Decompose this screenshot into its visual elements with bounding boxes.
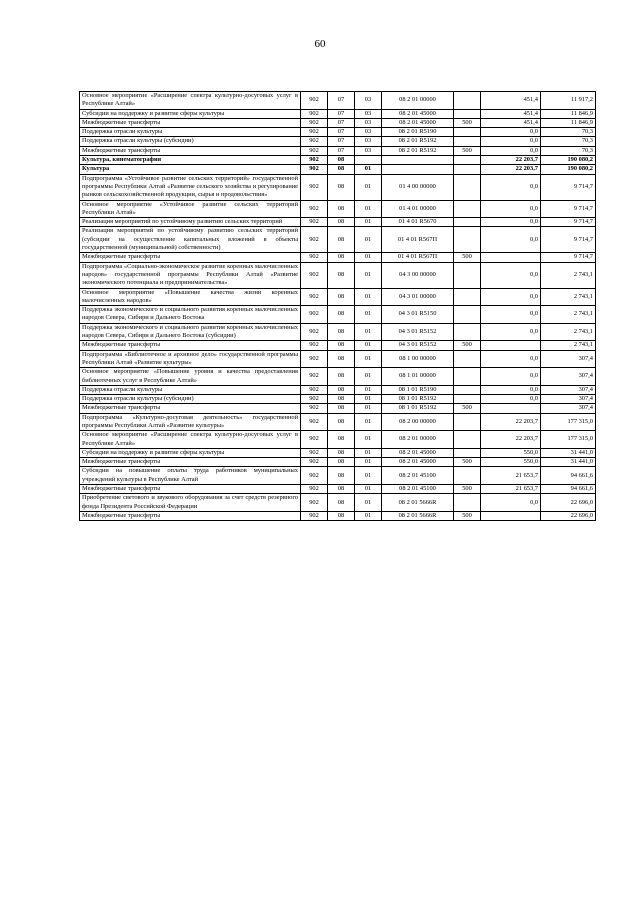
table-row [80, 385, 596, 394]
subsection-code-cell: 01 [355, 395, 382, 404]
subsection-code-cell: 01 [355, 494, 382, 512]
target-article-cell: 08 2 01 R5192 [382, 146, 454, 155]
amount-total-cell: 9 714,7 [541, 200, 596, 218]
amount-total-cell: 2 743,1 [541, 288, 596, 306]
ministry-code-cell: 902 [301, 341, 328, 350]
amount-total-cell: 11 917,2 [541, 92, 596, 110]
table-row [80, 511, 596, 520]
row-name-cell: Межбюджетные трансферты [80, 485, 301, 494]
row-name-cell: Подпрограмма «Устойчивое развитие сельских территорий» государственной программы Республики Алтай «Развитие сельского хозяйства и регулирование рынков сельскохозяйственной продукции, сырья и продовольствия» [80, 174, 301, 200]
row-name-cell: Поддержка экономического и социального развития коренных малочисленных народов Севера, Сибири и Дальнего Востока [80, 306, 301, 324]
target-article-cell: 04 3 01 00000 [382, 288, 454, 306]
section-code-cell: 08 [328, 511, 355, 520]
row-name-cell: Поддержка отрасли культуры (субсидии) [80, 395, 301, 404]
ministry-code-cell: 902 [301, 458, 328, 467]
target-article-cell: 01 4 01 R567П [382, 227, 454, 253]
expense-type-cell [454, 395, 481, 404]
target-article-cell: 04 3 01 R5150 [382, 306, 454, 324]
subsection-code-cell: 03 [355, 137, 382, 146]
table-row [80, 288, 596, 306]
target-article-cell: 08 2 01 00000 [382, 92, 454, 110]
row-name-cell: Подпрограмма «Библиотечное и архивное дело» государственной программы Республики Алтай «Развитие культуры» [80, 350, 301, 368]
amount-change-cell: 21 653,7 [481, 467, 541, 485]
section-code-cell: 07 [328, 118, 355, 127]
expense-type-cell: 500 [454, 253, 481, 262]
section-code-cell: 08 [328, 485, 355, 494]
ministry-code-cell: 902 [301, 109, 328, 118]
row-name-cell: Межбюджетные трансферты [80, 118, 301, 127]
amount-total-cell: 190 080,2 [541, 156, 596, 165]
target-article-cell: 01 4 00 00000 [382, 174, 454, 200]
expense-type-cell [454, 494, 481, 512]
row-name-cell: Межбюджетные трансферты [80, 146, 301, 155]
expense-type-cell [454, 467, 481, 485]
table-row [80, 341, 596, 350]
amount-change-cell [481, 341, 541, 350]
target-article-cell: 08 2 00 00000 [382, 413, 454, 431]
subsection-code-cell: 01 [355, 467, 382, 485]
row-name-cell: Основное мероприятие «Повышение уровня и качества предоставления библиотечных услуг в Республике Алтай» [80, 368, 301, 386]
ministry-code-cell: 902 [301, 350, 328, 368]
amount-total-cell: 307,4 [541, 385, 596, 394]
ministry-code-cell: 902 [301, 128, 328, 137]
ministry-code-cell: 902 [301, 306, 328, 324]
amount-total-cell: 9 714,7 [541, 218, 596, 227]
amount-change-cell: 0,0 [481, 227, 541, 253]
ministry-code-cell: 902 [301, 253, 328, 262]
expense-type-cell [454, 306, 481, 324]
table-row [80, 137, 596, 146]
expense-type-cell [454, 262, 481, 288]
amount-change-cell: 22 203,7 [481, 165, 541, 174]
target-article-cell [382, 165, 454, 174]
amount-change-cell: 550,0 [481, 448, 541, 457]
table-row [80, 458, 596, 467]
table-row [80, 262, 596, 288]
target-article-cell: 01 4 01 R567П [382, 253, 454, 262]
section-code-cell: 08 [328, 253, 355, 262]
row-name-cell: Межбюджетные трансферты [80, 253, 301, 262]
section-code-cell: 08 [328, 467, 355, 485]
row-name-cell: Подпрограмма «Социально-экономическое развитие коренных малочисленных народов» государственной программы Республики Алтай «Развитие экономического потенциала и предпринимательства» [80, 262, 301, 288]
section-code-cell: 08 [328, 323, 355, 341]
table-body [80, 92, 596, 521]
amount-change-cell [481, 404, 541, 413]
table-row [80, 431, 596, 449]
subsection-code-cell: 01 [355, 262, 382, 288]
expense-type-cell [454, 288, 481, 306]
page-number: 60 [314, 38, 326, 50]
expense-type-cell: 500 [454, 404, 481, 413]
target-article-cell: 08 2 01 5666R [382, 511, 454, 520]
amount-change-cell: 0,0 [481, 395, 541, 404]
section-code-cell: 08 [328, 156, 355, 165]
target-article-cell: 04 3 00 00000 [382, 262, 454, 288]
subsection-code-cell: 03 [355, 109, 382, 118]
section-code-cell: 07 [328, 146, 355, 155]
amount-change-cell: 0,0 [481, 323, 541, 341]
amount-change-cell: 0,0 [481, 385, 541, 394]
amount-total-cell: 31 441,0 [541, 458, 596, 467]
section-code-cell: 08 [328, 350, 355, 368]
ministry-code-cell: 902 [301, 413, 328, 431]
section-code-cell: 07 [328, 92, 355, 110]
row-name-cell: Субсидии на повышение оплаты труда работников муниципальных учреждений культуры в Республике Алтай [80, 467, 301, 485]
table-row [80, 413, 596, 431]
amount-total-cell: 307,4 [541, 368, 596, 386]
section-code-cell: 08 [328, 404, 355, 413]
amount-change-cell [481, 253, 541, 262]
expense-type-cell [454, 165, 481, 174]
amount-total-cell: 94 661,6 [541, 467, 596, 485]
row-name-cell: Межбюджетные трансферты [80, 458, 301, 467]
section-code-cell: 08 [328, 341, 355, 350]
table-row [80, 165, 596, 174]
subsection-code-cell: 01 [355, 431, 382, 449]
row-name-cell: Субсидии на поддержку и развитие сферы культуры [80, 448, 301, 457]
ministry-code-cell: 902 [301, 385, 328, 394]
amount-total-cell: 22 696,0 [541, 494, 596, 512]
amount-total-cell: 177 315,0 [541, 431, 596, 449]
expense-type-cell [454, 200, 481, 218]
ministry-code-cell: 902 [301, 156, 328, 165]
amount-change-cell: 451,4 [481, 118, 541, 127]
section-code-cell: 08 [328, 288, 355, 306]
amount-change-cell: 550,0 [481, 458, 541, 467]
expense-type-cell: 500 [454, 118, 481, 127]
section-code-cell: 08 [328, 413, 355, 431]
amount-total-cell: 70,3 [541, 146, 596, 155]
ministry-code-cell: 902 [301, 511, 328, 520]
section-code-cell: 08 [328, 200, 355, 218]
ministry-code-cell: 902 [301, 368, 328, 386]
amount-total-cell: 9 714,7 [541, 227, 596, 253]
subsection-code-cell: 01 [355, 350, 382, 368]
table-row [80, 227, 596, 253]
section-code-cell: 08 [328, 218, 355, 227]
expense-type-cell [454, 137, 481, 146]
table-row [80, 156, 596, 165]
amount-change-cell: 0,0 [481, 200, 541, 218]
target-article-cell: 08 1 00 00000 [382, 350, 454, 368]
target-article-cell: 08 1 01 R5190 [382, 385, 454, 394]
amount-change-cell: 0,0 [481, 146, 541, 155]
budget-table [79, 91, 596, 521]
section-code-cell: 08 [328, 368, 355, 386]
ministry-code-cell: 902 [301, 118, 328, 127]
expense-type-cell: 500 [454, 511, 481, 520]
section-code-cell: 08 [328, 262, 355, 288]
table-row [80, 253, 596, 262]
subsection-code-cell: 01 [355, 511, 382, 520]
target-article-cell: 08 1 01 00000 [382, 368, 454, 386]
row-name-cell: Культура [80, 165, 301, 174]
table-row [80, 146, 596, 155]
subsection-code-cell: 01 [355, 323, 382, 341]
ministry-code-cell: 902 [301, 485, 328, 494]
row-name-cell: Поддержка отрасли культуры [80, 385, 301, 394]
table-row [80, 109, 596, 118]
table-row [80, 448, 596, 457]
amount-total-cell: 307,4 [541, 395, 596, 404]
row-name-cell: Реализация мероприятий по устойчивому развитию сельских территорий [80, 218, 301, 227]
row-name-cell: Поддержка отрасли культуры (субсидии) [80, 137, 301, 146]
ministry-code-cell: 902 [301, 395, 328, 404]
section-code-cell: 08 [328, 165, 355, 174]
ministry-code-cell: 902 [301, 262, 328, 288]
target-article-cell: 08 2 01 R5192 [382, 137, 454, 146]
target-article-cell: 08 2 01 45100 [382, 485, 454, 494]
table-row [80, 494, 596, 512]
expense-type-cell [454, 448, 481, 457]
expense-type-cell [454, 227, 481, 253]
row-name-cell: Основное мероприятие «Устойчивое развитие сельских территорий Республики Алтай» [80, 200, 301, 218]
ministry-code-cell: 902 [301, 165, 328, 174]
target-article-cell: 08 2 01 45000 [382, 458, 454, 467]
table-row [80, 218, 596, 227]
section-code-cell: 08 [328, 395, 355, 404]
subsection-code-cell: 01 [355, 200, 382, 218]
subsection-code-cell [355, 156, 382, 165]
ministry-code-cell: 902 [301, 137, 328, 146]
amount-change-cell: 0,0 [481, 128, 541, 137]
target-article-cell: 08 2 01 5666R [382, 494, 454, 512]
ministry-code-cell: 902 [301, 227, 328, 253]
target-article-cell: 08 2 01 45100 [382, 467, 454, 485]
ministry-code-cell: 902 [301, 146, 328, 155]
table-row [80, 92, 596, 110]
target-article-cell: 01 4 01 00000 [382, 200, 454, 218]
expense-type-cell [454, 431, 481, 449]
row-name-cell: Межбюджетные трансферты [80, 341, 301, 350]
target-article-cell [382, 156, 454, 165]
amount-change-cell: 0,0 [481, 350, 541, 368]
target-article-cell: 08 1 01 R5192 [382, 395, 454, 404]
amount-change-cell: 451,4 [481, 109, 541, 118]
row-name-cell: Культура, кинематография [80, 156, 301, 165]
ministry-code-cell: 902 [301, 448, 328, 457]
amount-change-cell: 0,0 [481, 137, 541, 146]
section-code-cell: 08 [328, 431, 355, 449]
expense-type-cell: 500 [454, 458, 481, 467]
expense-type-cell [454, 128, 481, 137]
expense-type-cell [454, 92, 481, 110]
amount-total-cell: 31 441,0 [541, 448, 596, 457]
amount-change-cell: 22 203,7 [481, 431, 541, 449]
subsection-code-cell: 01 [355, 368, 382, 386]
amount-total-cell: 94 661,6 [541, 485, 596, 494]
expense-type-cell [454, 350, 481, 368]
amount-change-cell [481, 511, 541, 520]
section-code-cell: 08 [328, 458, 355, 467]
subsection-code-cell: 01 [355, 458, 382, 467]
row-name-cell: Основное мероприятие «Повышение качества жизни коренных малочисленных народов» [80, 288, 301, 306]
table-row [80, 485, 596, 494]
row-name-cell: Основное мероприятие «Расширение спектра культурно-досуговых услуг в Республике Алтай» [80, 92, 301, 110]
subsection-code-cell: 01 [355, 218, 382, 227]
amount-total-cell: 70,3 [541, 137, 596, 146]
amount-total-cell: 2 743,1 [541, 341, 596, 350]
row-name-cell: Межбюджетные трансферты [80, 404, 301, 413]
ministry-code-cell: 902 [301, 467, 328, 485]
amount-total-cell: 307,4 [541, 404, 596, 413]
subsection-code-cell: 03 [355, 146, 382, 155]
target-article-cell: 08 2 01 45000 [382, 118, 454, 127]
table-row [80, 128, 596, 137]
ministry-code-cell: 902 [301, 323, 328, 341]
amount-change-cell: 0,0 [481, 174, 541, 200]
amount-change-cell: 0,0 [481, 262, 541, 288]
ministry-code-cell: 902 [301, 404, 328, 413]
amount-total-cell: 22 696,0 [541, 511, 596, 520]
amount-change-cell: 0,0 [481, 494, 541, 512]
expense-type-cell [454, 218, 481, 227]
table-row [80, 306, 596, 324]
ministry-code-cell: 902 [301, 288, 328, 306]
table-row [80, 200, 596, 218]
expense-type-cell [454, 385, 481, 394]
amount-total-cell: 177 315,0 [541, 413, 596, 431]
amount-change-cell: 451,4 [481, 92, 541, 110]
expense-type-cell: 500 [454, 341, 481, 350]
ministry-code-cell: 902 [301, 92, 328, 110]
amount-change-cell: 22 203,7 [481, 156, 541, 165]
expense-type-cell: 500 [454, 146, 481, 155]
amount-total-cell: 2 743,1 [541, 306, 596, 324]
amount-change-cell: 22 203,7 [481, 413, 541, 431]
amount-total-cell: 11 846,9 [541, 109, 596, 118]
section-code-cell: 07 [328, 109, 355, 118]
target-article-cell: 08 1 01 R5192 [382, 404, 454, 413]
section-code-cell: 08 [328, 174, 355, 200]
amount-total-cell: 190 080,2 [541, 165, 596, 174]
target-article-cell: 08 2 01 00000 [382, 431, 454, 449]
target-article-cell: 08 2 01 45000 [382, 448, 454, 457]
subsection-code-cell: 01 [355, 227, 382, 253]
section-code-cell: 07 [328, 128, 355, 137]
table-row [80, 395, 596, 404]
subsection-code-cell: 01 [355, 385, 382, 394]
table-row [80, 118, 596, 127]
row-name-cell: Субсидии на поддержку и развитие сферы культуры [80, 109, 301, 118]
expense-type-cell [454, 109, 481, 118]
target-article-cell: 04 3 01 R5152 [382, 323, 454, 341]
ministry-code-cell: 902 [301, 200, 328, 218]
ministry-code-cell: 902 [301, 218, 328, 227]
subsection-code-cell: 03 [355, 92, 382, 110]
subsection-code-cell: 01 [355, 404, 382, 413]
ministry-code-cell: 902 [301, 494, 328, 512]
expense-type-cell [454, 323, 481, 341]
ministry-code-cell: 902 [301, 174, 328, 200]
table-row [80, 404, 596, 413]
table-row [80, 174, 596, 200]
amount-change-cell: 0,0 [481, 218, 541, 227]
ministry-code-cell: 902 [301, 431, 328, 449]
table-row [80, 323, 596, 341]
amount-total-cell: 2 743,1 [541, 262, 596, 288]
row-name-cell: Поддержка отрасли культуры [80, 128, 301, 137]
table-row [80, 467, 596, 485]
expense-type-cell: 500 [454, 485, 481, 494]
amount-change-cell: 0,0 [481, 306, 541, 324]
section-code-cell: 08 [328, 227, 355, 253]
subsection-code-cell: 01 [355, 174, 382, 200]
target-article-cell: 08 2 01 45000 [382, 109, 454, 118]
section-code-cell: 08 [328, 494, 355, 512]
section-code-cell: 08 [328, 448, 355, 457]
amount-change-cell: 0,0 [481, 288, 541, 306]
subsection-code-cell: 03 [355, 128, 382, 137]
amount-total-cell: 9 714,7 [541, 253, 596, 262]
row-name-cell: Поддержка экономического и социального развития коренных малочисленных народов Севера, Сибири и Дальнего Востока (субсидии) [80, 323, 301, 341]
table-row [80, 368, 596, 386]
subsection-code-cell: 03 [355, 118, 382, 127]
amount-change-cell: 0,0 [481, 368, 541, 386]
section-code-cell: 07 [328, 137, 355, 146]
amount-total-cell: 307,4 [541, 350, 596, 368]
amount-change-cell: 21 653,7 [481, 485, 541, 494]
subsection-code-cell: 01 [355, 165, 382, 174]
section-code-cell: 08 [328, 306, 355, 324]
target-article-cell: 01 4 01 R5670 [382, 218, 454, 227]
subsection-code-cell: 01 [355, 448, 382, 457]
row-name-cell: Реализация мероприятий по устойчивому развитию сельских территорий (субсидии на осуществление капитальных вложений в объекты государственной (муниципальной) собственности) [80, 227, 301, 253]
subsection-code-cell: 01 [355, 413, 382, 431]
expense-type-cell [454, 156, 481, 165]
subsection-code-cell: 01 [355, 253, 382, 262]
subsection-code-cell: 01 [355, 288, 382, 306]
target-article-cell: 08 2 01 R5190 [382, 128, 454, 137]
row-name-cell: Межбюджетные трансферты [80, 511, 301, 520]
expense-type-cell [454, 368, 481, 386]
expense-type-cell [454, 413, 481, 431]
section-code-cell: 08 [328, 385, 355, 394]
subsection-code-cell: 01 [355, 485, 382, 494]
row-name-cell: Основное мероприятие «Расширение спектра культурно-досуговых услуг в Республике Алтай» [80, 431, 301, 449]
subsection-code-cell: 01 [355, 306, 382, 324]
expense-type-cell [454, 174, 481, 200]
table-row [80, 350, 596, 368]
amount-total-cell: 70,3 [541, 128, 596, 137]
amount-total-cell: 11 846,9 [541, 118, 596, 127]
row-name-cell: Подпрограмма «Культурно-досуговая деятельность» государственной программы Республики Алтай «Развитие культуры» [80, 413, 301, 431]
amount-total-cell: 2 743,1 [541, 323, 596, 341]
row-name-cell: Приобретение светового и звукового оборудования за счет средств резервного фонда Президента Российской Федерации [80, 494, 301, 512]
target-article-cell: 04 3 01 R5152 [382, 341, 454, 350]
amount-total-cell: 9 714,7 [541, 174, 596, 200]
subsection-code-cell: 01 [355, 341, 382, 350]
